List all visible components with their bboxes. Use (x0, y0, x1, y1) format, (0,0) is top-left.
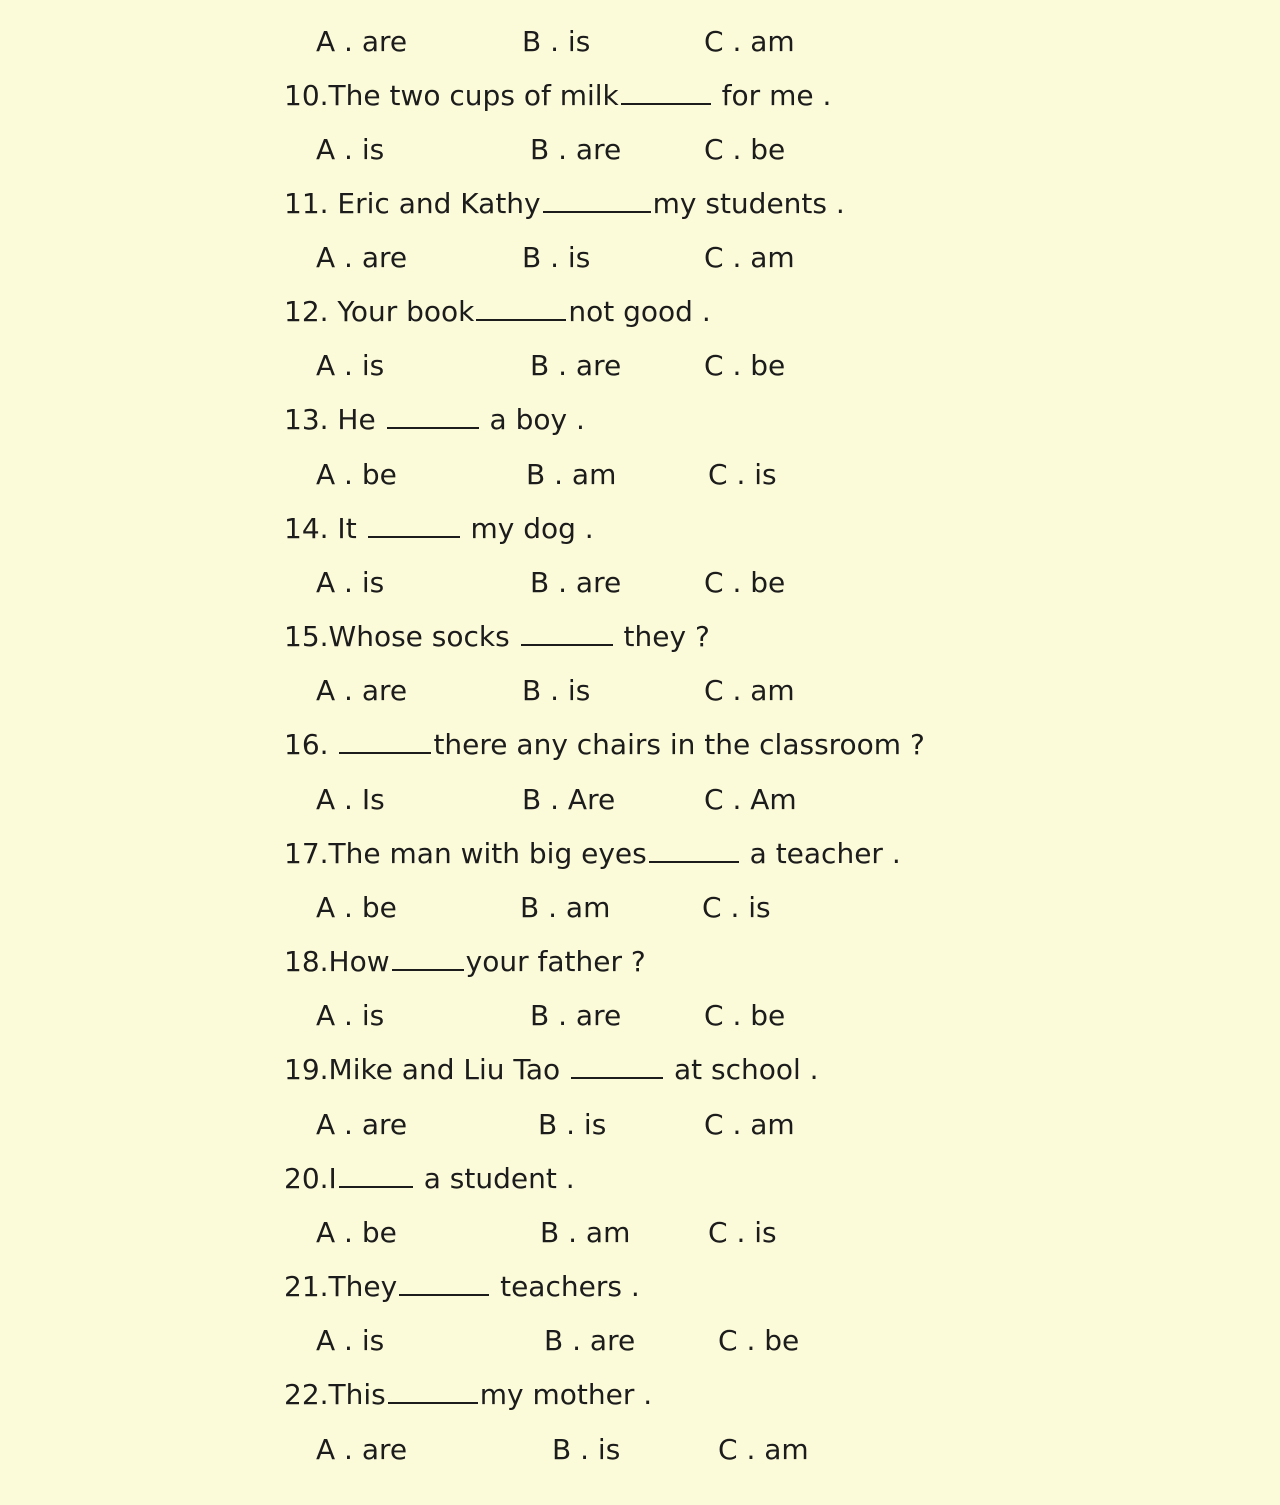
question-text-before: 18.How (284, 945, 390, 978)
option-a: A . be (316, 891, 397, 924)
question-text-before: 10.The two cups of milk (284, 79, 619, 112)
option-c: C . be (704, 133, 786, 166)
question-21 (284, 1267, 640, 1307)
question-15 (284, 617, 710, 657)
option-c: C . is (702, 891, 771, 924)
answer-blank (399, 1268, 489, 1296)
question-text-after: for me . (712, 79, 832, 112)
question-text-after: there any chairs in the classroom ? (433, 728, 925, 761)
option-a: A . be (316, 1216, 397, 1249)
option-c: C . am (704, 25, 795, 58)
question-text-before: 17.The man with big eyes (284, 837, 647, 870)
answer-blank (476, 293, 566, 321)
option-b: B . are (544, 1324, 636, 1357)
option-c: C . is (708, 1216, 777, 1249)
option-c: C . am (704, 1108, 795, 1141)
question-text-before: 22.This (284, 1378, 386, 1411)
question-text-after: at school . (665, 1053, 819, 1086)
question-text-before: 21.They (284, 1270, 398, 1303)
question-text-before: 11. Eric and Kathy (284, 187, 541, 220)
question-13 (284, 400, 585, 440)
option-a: A . is (316, 566, 385, 599)
option-c: C . be (704, 349, 786, 382)
option-b: B . are (530, 999, 622, 1032)
answer-blank (543, 185, 651, 213)
answer-blank (392, 943, 464, 971)
option-a: A . is (316, 349, 385, 382)
question-text-after: teachers . (491, 1270, 640, 1303)
question-12 (284, 292, 711, 332)
answer-blank (388, 1376, 478, 1404)
option-a: A . be (316, 458, 397, 491)
answer-blank (621, 77, 711, 105)
option-b: B . is (552, 1433, 621, 1466)
question-text-after: a student . (414, 1162, 575, 1195)
question-16 (284, 725, 925, 765)
option-a: A . are (316, 1108, 408, 1141)
option-c: C . be (704, 566, 786, 599)
option-c: C . be (718, 1324, 800, 1357)
question-14 (284, 509, 594, 549)
question-text-after: my students . (652, 187, 845, 220)
question-22 (284, 1375, 652, 1415)
question-text-before: 20.I (284, 1162, 337, 1195)
question-20 (284, 1159, 575, 1199)
option-a: A . are (316, 1433, 408, 1466)
option-a: A . Is (316, 783, 385, 816)
option-a: A . is (316, 133, 385, 166)
option-a: A . are (316, 674, 408, 707)
question-text-before: 12. Your book (284, 295, 475, 328)
question-text-after: not good . (568, 295, 711, 328)
option-b: B . are (530, 349, 622, 382)
answer-blank (387, 401, 479, 429)
question-text-before: 15.Whose socks (284, 620, 519, 653)
option-c: C . am (704, 674, 795, 707)
question-11 (284, 184, 845, 224)
answer-blank (649, 835, 739, 863)
question-text-after: they ? (614, 620, 710, 653)
answer-blank (368, 510, 460, 538)
option-a: A . are (316, 241, 408, 274)
answer-blank (339, 1160, 413, 1188)
question-text-after: my mother . (479, 1378, 653, 1411)
question-text-after: a teacher . (740, 837, 901, 870)
option-a: A . is (316, 1324, 385, 1357)
option-c: C . am (718, 1433, 809, 1466)
option-b: B . is (522, 25, 591, 58)
option-b: B . are (530, 566, 622, 599)
question-text-before: 16. (284, 728, 338, 761)
question-text-before: 19.Mike and Liu Tao (284, 1053, 570, 1086)
option-c: C . am (704, 241, 795, 274)
answer-blank (339, 726, 431, 754)
option-b: B . am (540, 1216, 631, 1249)
option-b: B . are (530, 133, 622, 166)
option-b: B . Are (522, 783, 616, 816)
question-19 (284, 1050, 819, 1090)
question-text-after: your father ? (465, 945, 646, 978)
option-a: A . is (316, 999, 385, 1032)
question-text-after: a boy . (480, 403, 585, 436)
question-10 (284, 76, 831, 116)
answer-blank (571, 1051, 663, 1079)
question-17 (284, 834, 901, 874)
option-c: C . is (708, 458, 777, 491)
question-text-before: 14. It (284, 512, 366, 545)
option-b: B . am (526, 458, 617, 491)
option-b: B . is (522, 241, 591, 274)
answer-blank (521, 618, 613, 646)
option-c: C . be (704, 999, 786, 1032)
question-text-before: 13. He (284, 403, 385, 436)
option-b: B . am (520, 891, 611, 924)
question-18 (284, 942, 646, 982)
option-b: B . is (522, 674, 591, 707)
option-a: A . are (316, 25, 408, 58)
option-b: B . is (538, 1108, 607, 1141)
question-text-after: my dog . (461, 512, 594, 545)
option-c: C . Am (704, 783, 797, 816)
